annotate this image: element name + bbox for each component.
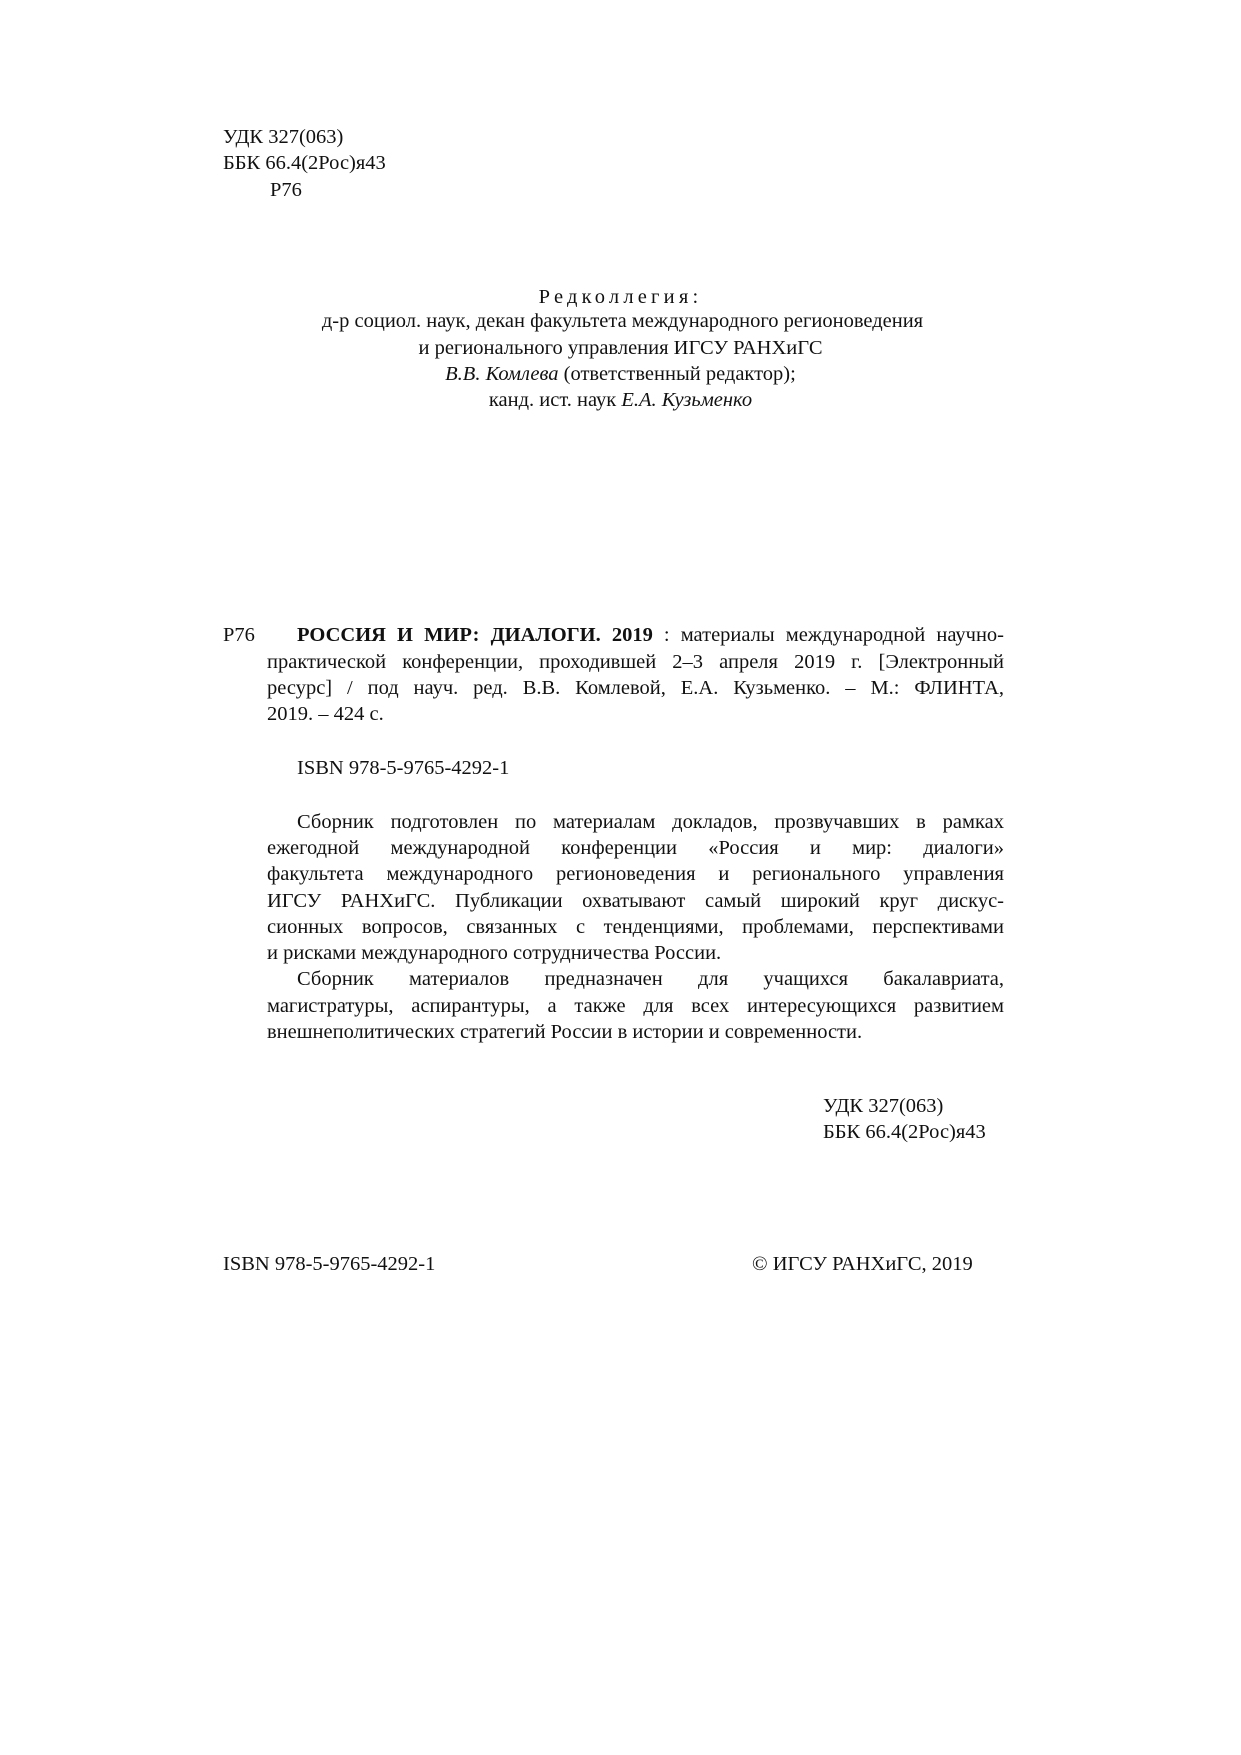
- abstract-p1-line: ИГСУ РАНХиГС. Публикации охватывают самый широкий круг дискус-: [267, 890, 1004, 912]
- author-sign-top: Р76: [270, 179, 302, 201]
- abstract-p1-line: ежегодной международной конференции «Россия и мир: диалоги»: [267, 837, 1004, 859]
- catalog-title: РОССИЯ И МИР: ДИАЛОГИ. 2019: [297, 624, 653, 646]
- catalog-line-4: 2019. – 424 с.: [267, 703, 384, 725]
- footer-copyright: © ИГСУ РАНХиГС, 2019: [752, 1253, 973, 1275]
- catalog-line-1-rest: : материалы международной научно-: [652, 624, 1004, 646]
- catalog-line-1: [297, 625, 1004, 646]
- abstract-p1-line: Сборник подготовлен по материалам докладов, прозвучавших в рамках: [297, 811, 1004, 833]
- udk-code-top: УДК 327(063): [223, 126, 344, 148]
- catalog-line-2: практической конференции, проходившей 2–3 апреля 2019 г. [Электронный: [267, 651, 1004, 673]
- editor-name: В.В. Комлева: [445, 363, 559, 385]
- editor-role: (ответственный редактор);: [558, 363, 796, 385]
- abstract-p2-line: Сборник материалов предназначен для учащихся бакалавриата,: [297, 968, 1004, 990]
- catalog-isbn: ISBN 978-5-9765-4292-1: [297, 757, 510, 779]
- editorial-board-line-2: и регионального управления ИГСУ РАНХиГС: [418, 337, 823, 359]
- bbk-code-top: ББК 66.4(2Рос)я43: [223, 152, 386, 174]
- catalog-code: Р76: [223, 624, 255, 646]
- member-name: Е.А. Кузьменко: [621, 389, 753, 411]
- catalog-line-3: ресурс] / под науч. ред. В.В. Комлевой, Е.А. Кузьменко. – М.: ФЛИНТА,: [267, 677, 1004, 699]
- editorial-board-line-1: д-р социол. наук, декан факультета международного регионоведения: [321, 310, 924, 332]
- abstract-p1-line: и рисками международного сотрудничества России.: [267, 942, 722, 964]
- bbk-code-bottom: ББК 66.4(2Рос)я43: [823, 1121, 986, 1143]
- abstract-p2-line: внешнеполитических стратегий России в истории и современности.: [267, 1021, 863, 1043]
- abstract-p2-line: магистратуры, аспирантуры, а также для всех интересующихся развитием: [267, 995, 1004, 1017]
- abstract-p1-line: сионных вопросов, связанных с тенденциями, проблемами, перспективами: [267, 916, 1004, 938]
- footer-isbn: ISBN 978-5-9765-4292-1: [223, 1253, 436, 1275]
- abstract-p1-line: факультета международного регионоведения и регионального управления: [267, 863, 1004, 885]
- member-degree: канд. ист. наук: [488, 389, 622, 411]
- editorial-board-member: [0, 390, 1241, 411]
- udk-code-bottom: УДК 327(063): [823, 1095, 944, 1117]
- editorial-board-editor: [0, 364, 1241, 385]
- editorial-board-heading: Редколлегия:: [538, 286, 703, 308]
